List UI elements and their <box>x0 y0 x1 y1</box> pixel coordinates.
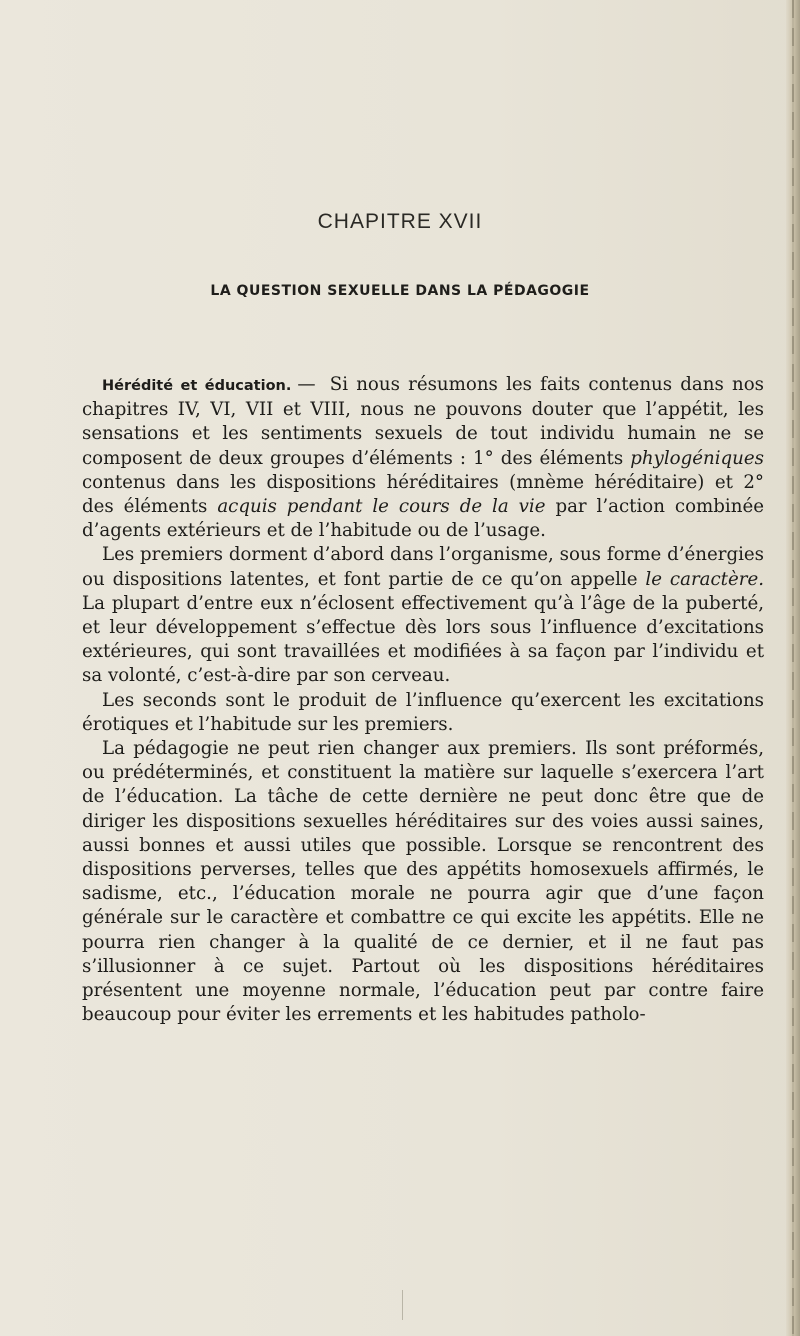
page-edge-shadow <box>792 0 794 1336</box>
italic-term: le caractère. <box>645 568 764 590</box>
paragraph-text: contenus dans les dispositions héréditaires (mnème héréditaire) et 2° des éléments <box>82 471 764 518</box>
paragraph-4: La pédagogie ne peut rien changer aux premiers. Ils sont préformés, ou prédéterminés, et constituent la matière sur laquelle s’exercera l’art de l’éducation. La tâche de cette dernière ne peut donc être que de diriger les dispositions sexuelles héréditaires sur des voies aussi saines, aussi bonnes et aussi utiles que possible. Lorsque se rencontrent des dispositions perverses, telles que des appétits homosexuels affirmés, le sadisme, etc., l’éducation morale ne pourra agir que d’une façon générale sur le caractère et combattre ce qui excite les appétits. Elle ne pourra rien changer à la qualité de ce dernier, et il ne faut pas s’illusionner à ce sujet. Partout où les dispositions héréditaires présentent une moyenne normale, l’éducation peut par contre faire beaucoup pour éviter les errements et les habitudes patholo- <box>82 738 764 1026</box>
paragraph-2 <box>82 543 764 688</box>
section-lead: Hérédité et éducation. <box>102 378 292 394</box>
paragraph-3: Les seconds sont le produit de l’influence qu’exercent les excitations érotiques et l’habitude sur les premiers. <box>82 689 764 735</box>
print-mark <box>402 1290 403 1320</box>
chapter-subtitle: LA QUESTION SEXUELLE DANS LA PÉDAGOGIE <box>210 283 590 299</box>
chapter-title: CHAPITRE XVII <box>317 210 483 233</box>
paragraph-text: La plupart d’entre eux n’éclosent effectivement qu’à l’âge de la puberté, et leur développement s’effectue dès lors sous l’influence d’excitations extérieures, qui sont travaillées et modifiées à sa façon par l’individu et sa volonté, c’est-à-dire par son cerveau. <box>82 592 764 687</box>
paragraph-text: Les premiers dorment d’abord dans l’organisme, sous forme d’énergies ou dispositions latentes, et font partie de ce qu’on appelle <box>82 544 764 590</box>
body-text <box>82 373 764 1027</box>
paragraph-1 <box>82 373 764 543</box>
em-dash: — <box>297 374 316 395</box>
italic-term: phylogéniques <box>630 447 764 469</box>
paragraph-text: Si nous résumons les faits contenus dans nos chapitres IV, VI, VII et VIII, nous ne pouvons douter que l’appétit, les sensations et les sentiments sexuels de tout individu humain ne se composent de deux groupes d’éléments : 1° des éléments <box>82 374 764 469</box>
italic-term: acquis pendant le cours de la vie <box>217 496 546 518</box>
paragraph-text: par l’action combinée d’agents extérieurs et de l’habitude ou de l’usage. <box>82 496 764 542</box>
